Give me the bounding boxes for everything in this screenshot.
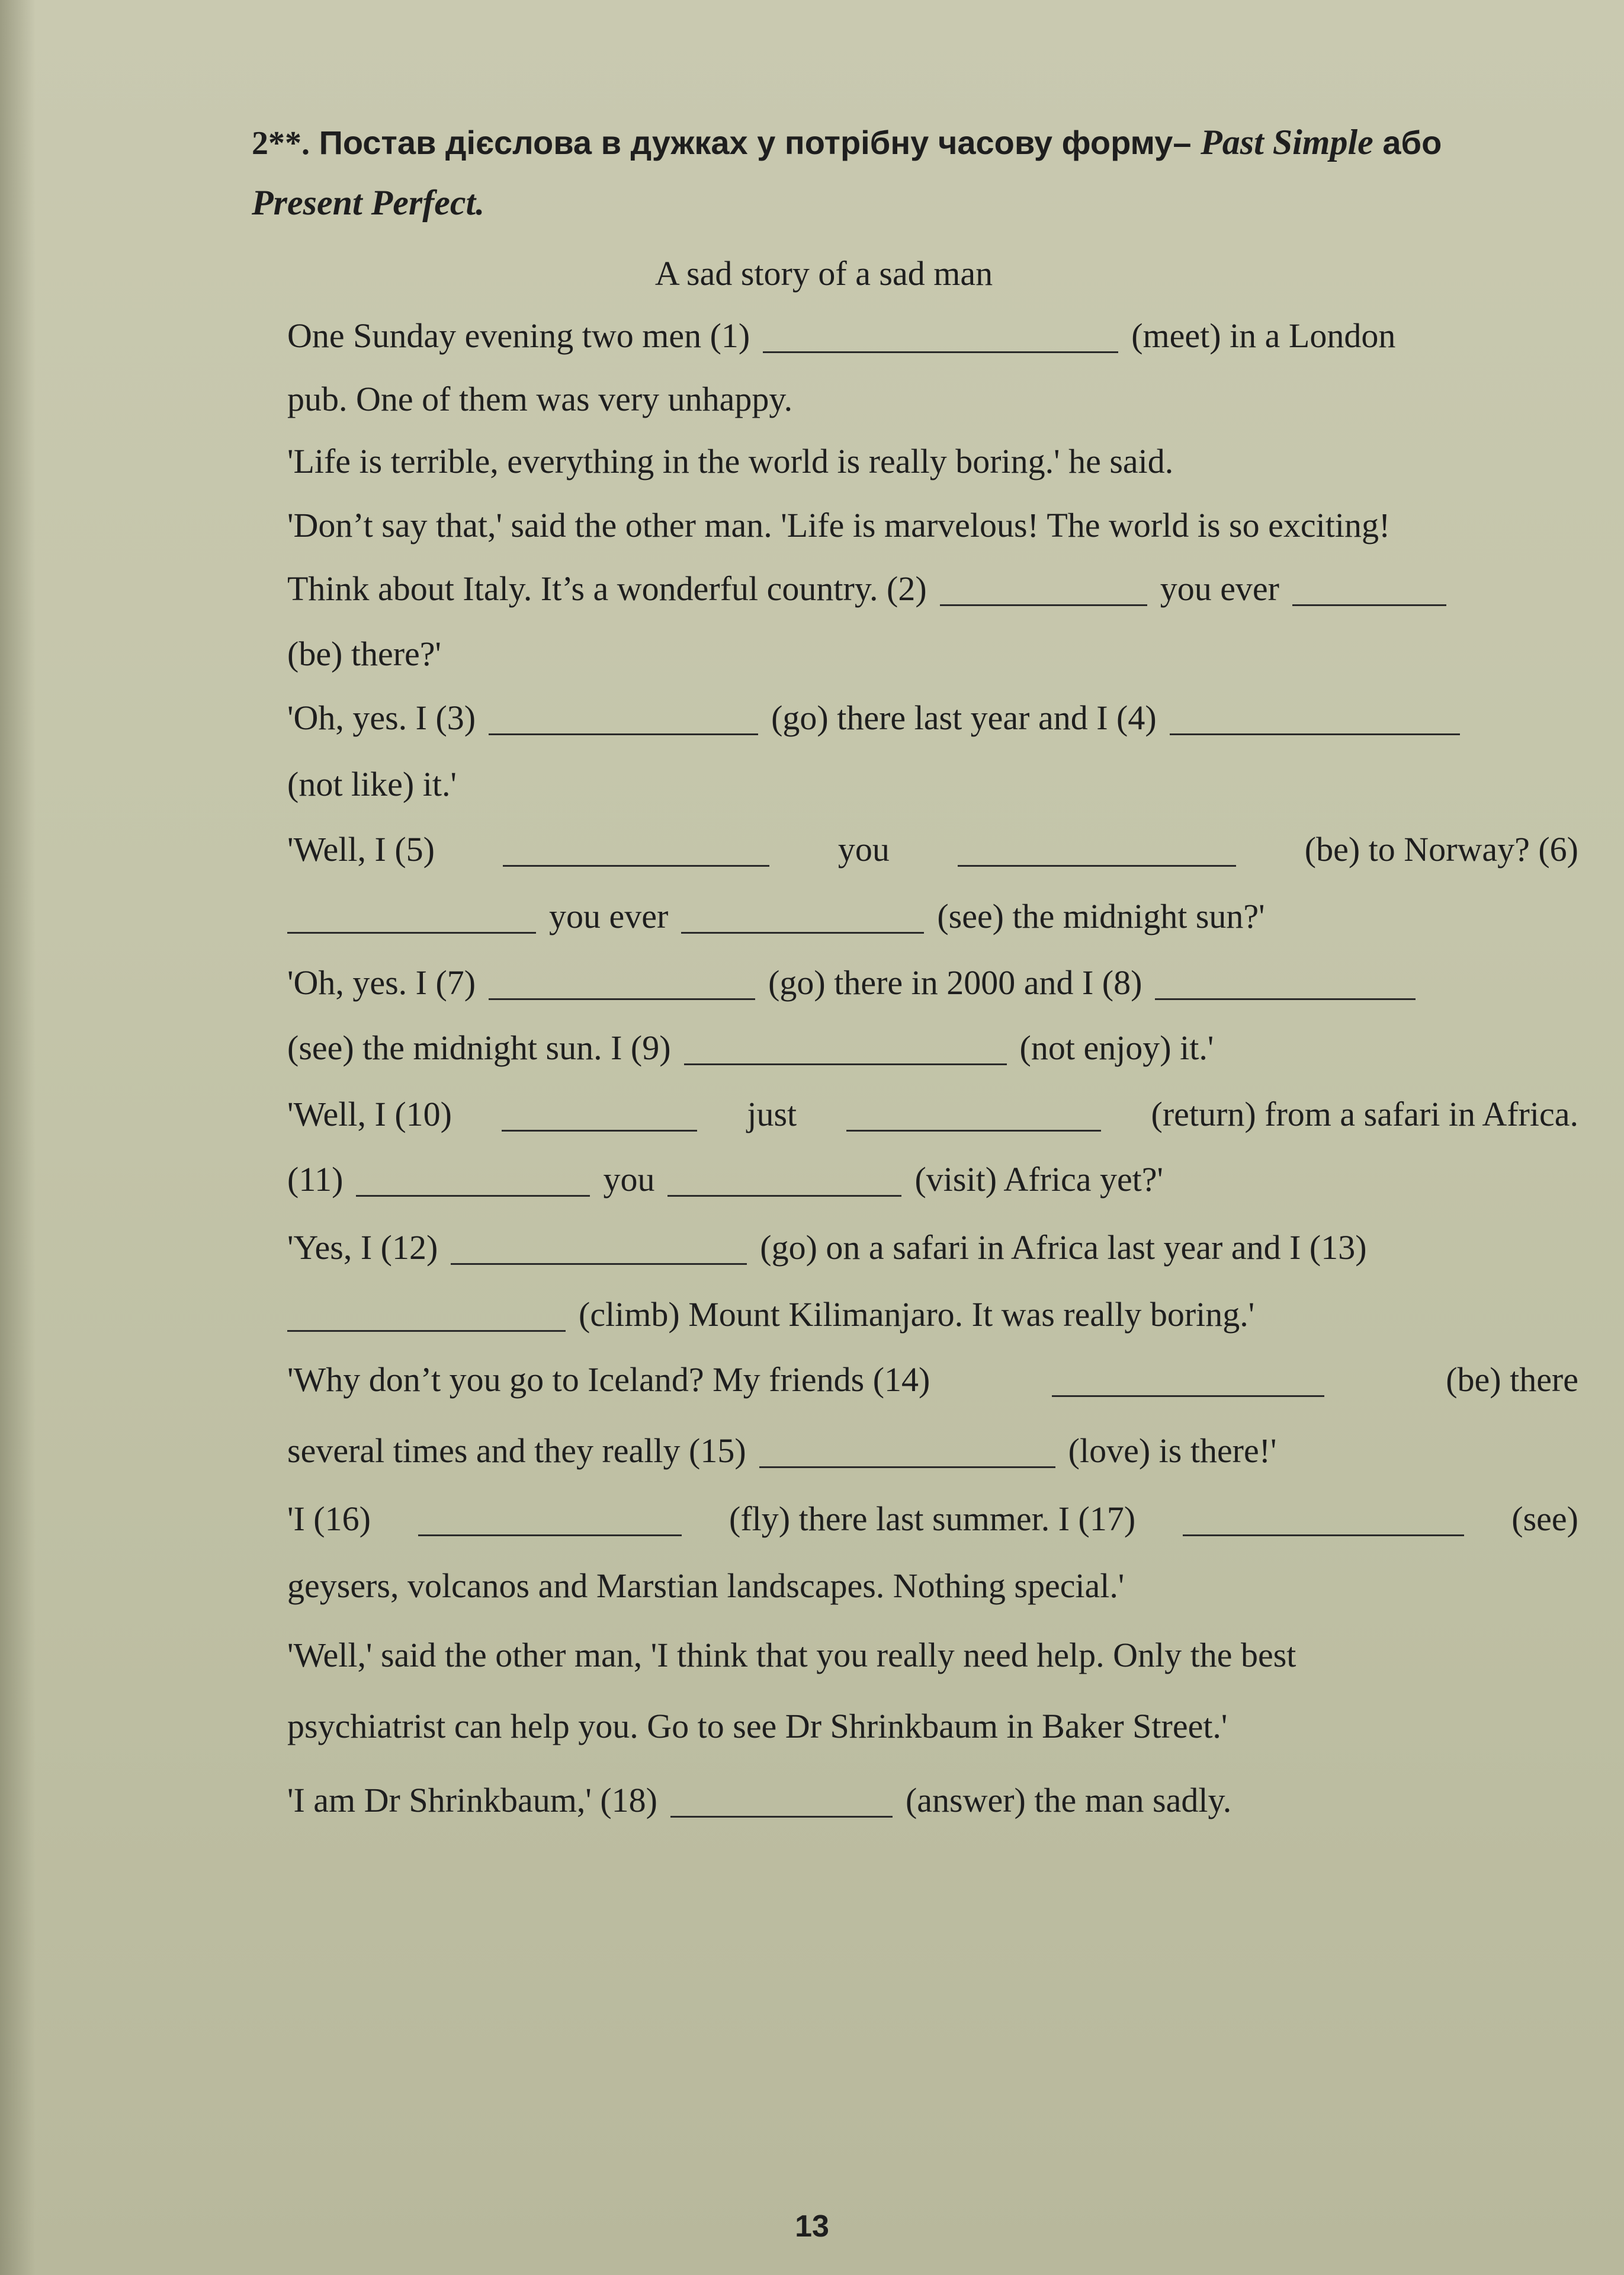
answer-blank-10a[interactable] [502, 1103, 697, 1132]
text-line: 'Why don’t you go to Iceland? My friends (14) (be) there [287, 1360, 1578, 1399]
answer-blank-11b[interactable] [667, 1168, 901, 1197]
text-line: 'Don’t say that,' said the other man. 'Life is marvelous! The world is so exciting! [287, 506, 1391, 544]
text-line: (11) you (visit) Africa yet?' [287, 1160, 1163, 1199]
exercise-instruction-line2 [252, 185, 1572, 220]
text-line: you ever (see) the midnight sun?' [287, 899, 1578, 934]
answer-blank-2a[interactable] [940, 577, 1147, 606]
answer-blank-2b[interactable] [1292, 577, 1446, 606]
exercise-instruction [252, 124, 1572, 160]
text-line: psychiatrist can help you. Go to see Dr Shrinkbaum in Baker Street.' [287, 1707, 1228, 1745]
text-line: 'Well,' said the other man, 'I think that you really need help. Only the best [287, 1636, 1296, 1674]
answer-blank-7[interactable] [489, 971, 755, 1000]
text-line: 'Yes, I (12) (go) on a safari in Africa last year and I (13) [287, 1228, 1367, 1267]
text-line: (be) there?' [287, 635, 441, 673]
answer-blank-8[interactable] [1155, 971, 1416, 1000]
answer-blank-17[interactable] [1183, 1507, 1464, 1536]
text-line: (not like) it.' [287, 765, 457, 803]
answer-blank-4[interactable] [1170, 706, 1460, 735]
page-number: 13 [795, 2209, 829, 2244]
text-line: 'I (16) (fly) there last summer. I (17) (see) [287, 1499, 1578, 1538]
answer-blank-16[interactable] [418, 1507, 682, 1536]
answer-blank-11a[interactable] [356, 1168, 590, 1197]
text-line: 'Life is terrible, everything in the world is really boring.' he said. [287, 442, 1174, 480]
text-line: 'Oh, yes. I (7) (go) there in 2000 and I (8) [287, 966, 1578, 1000]
story-title: A sad story of a sad man [654, 254, 993, 293]
text-line: geysers, volcanos and Marstian landscapes. Nothing special.' [287, 1566, 1125, 1605]
text-line: 'Well, I (5) you (be) to Norway? (6) [287, 830, 1578, 869]
answer-blank-18[interactable] [670, 1789, 893, 1818]
answer-blank-10b[interactable] [846, 1103, 1101, 1132]
text-line: (climb) Mount Kilimanjaro. It was really boring.' [287, 1297, 1578, 1332]
answer-blank-15[interactable] [759, 1439, 1055, 1468]
tense-past-simple: Past Simple [1201, 123, 1373, 162]
text-line: several times and they really (15) (love) is there!' [287, 1431, 1277, 1470]
instruction-connector: або [1382, 124, 1442, 161]
text-line: 'I am Dr Shrinkbaum,' (18) (answer) the man sadly. [287, 1781, 1232, 1819]
tense-present-perfect: Present Perfect. [252, 183, 485, 222]
text-line: 'Oh, yes. I (3) (go) there last year and I (4) [287, 701, 1578, 735]
page-edge-shadow [0, 0, 36, 2275]
text-line: (see) the midnight sun. I (9) (not enjoy) it.' [287, 1028, 1214, 1067]
exercise-number: 2**. [252, 125, 310, 162]
text-line: 'Well, I (10) just (return) from a safari in Africa. [287, 1095, 1578, 1133]
answer-blank-5a[interactable] [503, 838, 769, 867]
text-line: One Sunday evening two men (1) (meet) in a London [287, 316, 1396, 355]
answer-blank-1[interactable] [763, 324, 1118, 353]
answer-blank-12[interactable] [451, 1236, 747, 1265]
answer-blank-5b[interactable] [958, 838, 1236, 867]
answer-blank-13[interactable] [287, 1303, 566, 1332]
answer-blank-6b[interactable] [681, 905, 924, 934]
answer-blank-3[interactable] [489, 706, 758, 735]
instruction-text: Постав дієслова в дужках у потрібну часову форму– [319, 124, 1192, 161]
answer-blank-9[interactable] [684, 1036, 1007, 1065]
text-line: pub. One of them was very unhappy. [287, 380, 793, 418]
answer-blank-6a[interactable] [287, 905, 536, 934]
answer-blank-14[interactable] [1052, 1368, 1324, 1397]
text-line: Think about Italy. It’s a wonderful country. (2) you ever [287, 572, 1578, 606]
